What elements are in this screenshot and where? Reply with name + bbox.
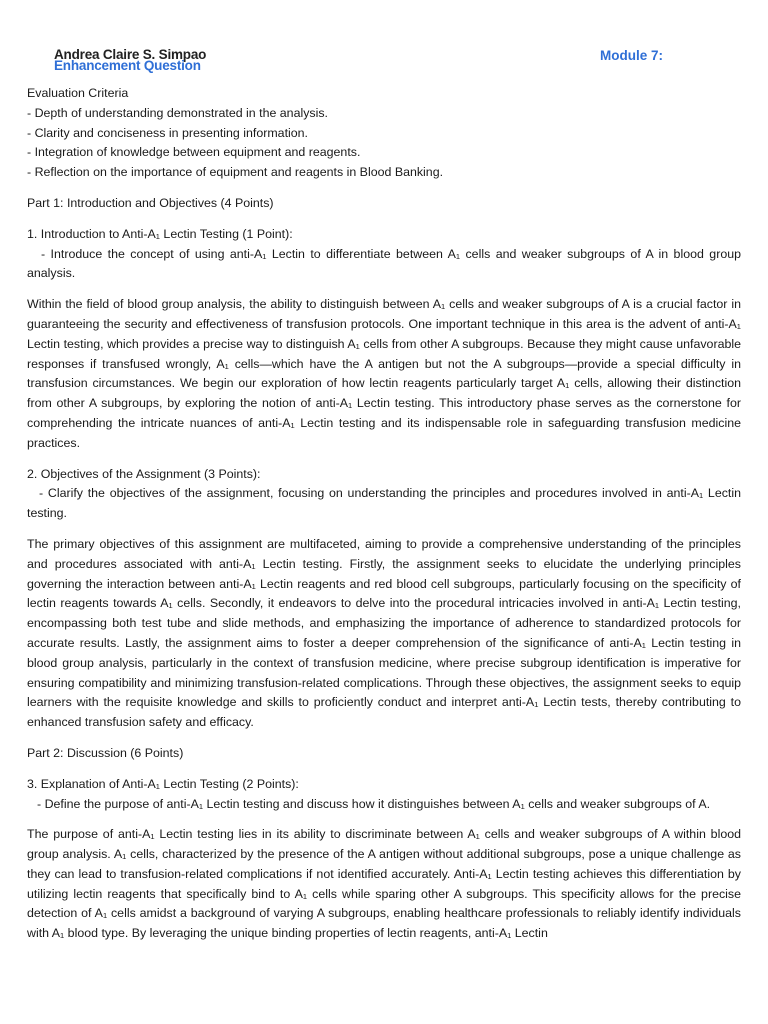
criteria-item: - Depth of understanding demonstrated in the analysis. — [27, 105, 328, 120]
question3-title: 3. Explanation of Anti-A₁ Lectin Testing (2 Points): — [27, 776, 299, 791]
question2-prompt: - Clarify the objectives of the assignment, focusing on understanding the principles and procedures involved in anti-A₁ Lectin testing. — [27, 486, 741, 521]
document-body — [27, 84, 741, 944]
module-label: Module 7: — [600, 48, 663, 63]
spacer — [27, 183, 741, 194]
part1-heading: Part 1: Introduction and Objectives (4 Points) — [27, 195, 274, 210]
question3-answer: The purpose of anti-A₁ Lectin testing lies in its ability to discriminate between A₁ cells and weaker subgroups of A within blood group analysis. A₁ cells, characterized by the presence of the A antigen without additional subgroups, pose a unique challenge as they can lead to transfusion-related complications if not identified accurately. Anti-A₁ Lectin testing achieves this differentiation by utilizing lectin reagents that specifically bind to A₁ cells while sparing other A subgroups. This specificity allows for the precise detection of A₁ cells amidst a background of varying A subgroups, enabling healthcare professionals to reliably identify individuals with A₁ blood type. By leveraging the unique binding properties of lectin reagents, anti-A₁ Lectin — [27, 827, 741, 941]
spacer — [27, 454, 741, 465]
criteria-heading: Evaluation Criteria — [27, 86, 129, 100]
criteria-item: - Clarity and conciseness in presenting information. — [27, 125, 308, 140]
criteria-item: - Reflection on the importance of equipment and reagents in Blood Banking. — [27, 165, 444, 180]
question1-prompt: - Introduce the concept of using anti-A₁ Lectin to differentiate between A₁ cells and weaker subgroups of A in blood group analysis. — [27, 246, 741, 281]
question1-title: 1. Introduction to Anti-A₁ Lectin Testing (1 Point): — [27, 226, 293, 241]
evaluation-criteria — [27, 84, 741, 183]
question1-answer: Within the field of blood group analysis, the ability to distinguish between A₁ cells and weaker subgroups of A is a crucial factor in guaranteeing the security and effectiveness of transfusion protocols. One important technique in this area is the advent of anti-A₁ Lectin testing, which provides a precise way to distinguish A₁ cells from other A subgroups. Because they might cause unfavorable responses if transfused wrongly, A₁ cells—which have the A antigen but not the A subgroups—provide a special difficulty in transfusion circumstances. We begin our exploration of how lectin reagents particularly target A₁ cells, allowing their distinction from other A subgroups, by exploring the notion of anti-A₁ Lectin testing. This introductory phase serves as the cornerstone for comprehending the intricate nuances of anti-A₁ Lectin testing and its indispensable role in safeguarding transfusion medicine practices. — [27, 297, 741, 450]
criteria-item: - Integration of knowledge between equipment and reagents. — [27, 145, 361, 160]
document-header — [27, 0, 741, 84]
question2-answer: The primary objectives of this assignment are multifaceted, aiming to provide a comprehensive understanding of the principles and procedures associated with anti-A₁ Lectin testing. Firstly, the assignment seeks to elucidate the underlying principles governing the interaction between anti-A₁ Lectin reagents and red blood cell subgroups, particularly focusing on the specificity of lectin reagents towards A₁ cells. Secondly, it endeavors to delve into the procedural intricacies involved in anti-A₁ Lectin testing, encompassing both test tube and slide methods, and emphasizing the importance of adherence to standardized protocols for accurate results. Lastly, the assignment aims to foster a deeper comprehension of the significance of anti-A₁ Lectin testing in blood group analysis, particularly in the context of transfusion medicine, where precise subgroup identification is imperative for ensuring compatibility and minimizing transfusion-related complications. Through these objectives, the assignment seeks to equip learners with the requisite knowledge and skills to proficiently conduct and interpret anti-A₁ Lectin tests, thereby contributing to enhanced transfusion safety and efficacy. — [27, 536, 741, 730]
part2-heading: Part 2: Discussion (6 Points) — [27, 745, 184, 760]
question2-title: 2. Objectives of the Assignment (3 Points): — [27, 466, 261, 481]
question3-prompt: - Define the purpose of anti-A₁ Lectin testing and discuss how it distinguishes between A₁ cells and weaker subgroups of A. — [37, 796, 711, 811]
spacer — [27, 524, 741, 535]
author-name: Andrea Claire S. Simpao — [54, 47, 207, 62]
document-subtitle: Enhancement Question — [54, 58, 201, 73]
spacer — [27, 284, 741, 295]
spacer — [27, 733, 741, 744]
spacer — [27, 764, 741, 775]
spacer — [27, 214, 741, 225]
spacer — [27, 814, 741, 825]
